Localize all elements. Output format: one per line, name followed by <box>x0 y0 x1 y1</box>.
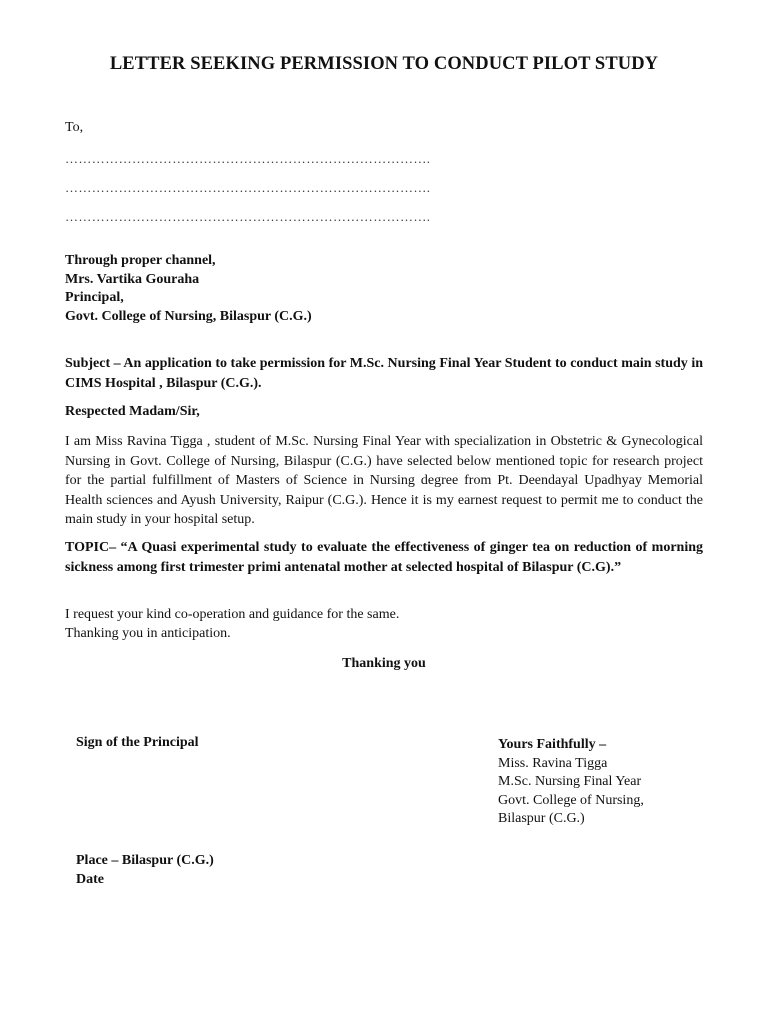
college-address: Govt. College of Nursing, Bilaspur (C.G.) <box>65 308 312 324</box>
sender-course: M.Sc. Nursing Final Year <box>498 774 642 789</box>
channel-line: Through proper channel, <box>65 253 216 268</box>
place-line: Place – Bilaspur (C.G.) <box>76 853 214 868</box>
salutation: Respected Madam/Sir, <box>65 404 200 419</box>
signature-block <box>498 736 644 829</box>
request-block <box>65 606 399 643</box>
address-line-2: ………………………………………………………………………. <box>65 180 431 195</box>
subject-paragraph: Subject – An application to take permission for M.Sc. Nursing Final Year Student to conduct main study in CIMS Hospital , Bilaspur (C.G.). <box>65 356 703 391</box>
place-date-block <box>76 852 214 889</box>
sender-name: Miss. Ravina Tigga <box>498 755 608 771</box>
closing-line: Yours Faithfully – <box>498 737 607 752</box>
thanks-anticipation: Thanking you in anticipation. <box>65 625 231 641</box>
principal-name: Mrs. Vartika Gouraha <box>65 271 200 287</box>
address-line-3: ………………………………………………………………………. <box>65 209 431 224</box>
letter-title: LETTER SEEKING PERMISSION TO CONDUCT PILOT STUDY <box>109 54 659 74</box>
sender-college: Govt. College of Nursing, <box>498 792 644 808</box>
principal-title: Principal, <box>65 290 124 305</box>
request-line: I request your kind co-operation and guidance for the same. <box>65 607 400 622</box>
topic-paragraph: TOPIC– “A Quasi experimental study to evaluate the effectiveness of ginger tea on reduction of morning sickness among first trimester primi antenatal mother at selected hospital of Bilaspur (C.G).” <box>65 540 703 575</box>
to-label: To, <box>65 120 84 135</box>
thanking-you: Thanking you <box>342 656 426 671</box>
body-paragraph: I am Miss Ravina Tigga , student of M.Sc. Nursing Final Year with specialization in Obstetric & Gynecological Nursing in Govt. College of Nursing, Bilaspur (C.G.) have selected below mentioned topic for research project for the partial fulfillment of Masters of Science in Nursing degree from Pt. Deendayal Upadhyay Memorial Health sciences and Ayush University, Raipur (C.G.). Hence it is my earnest request to permit me to conduct the main study in your hospital setup. <box>65 434 703 527</box>
sender-city: Bilaspur (C.G.) <box>498 811 585 826</box>
date-line: Date <box>76 871 104 887</box>
address-line-1: ………………………………………………………………………. <box>65 151 431 166</box>
sign-of-principal: Sign of the Principal <box>76 735 199 750</box>
channel-block <box>65 252 312 326</box>
